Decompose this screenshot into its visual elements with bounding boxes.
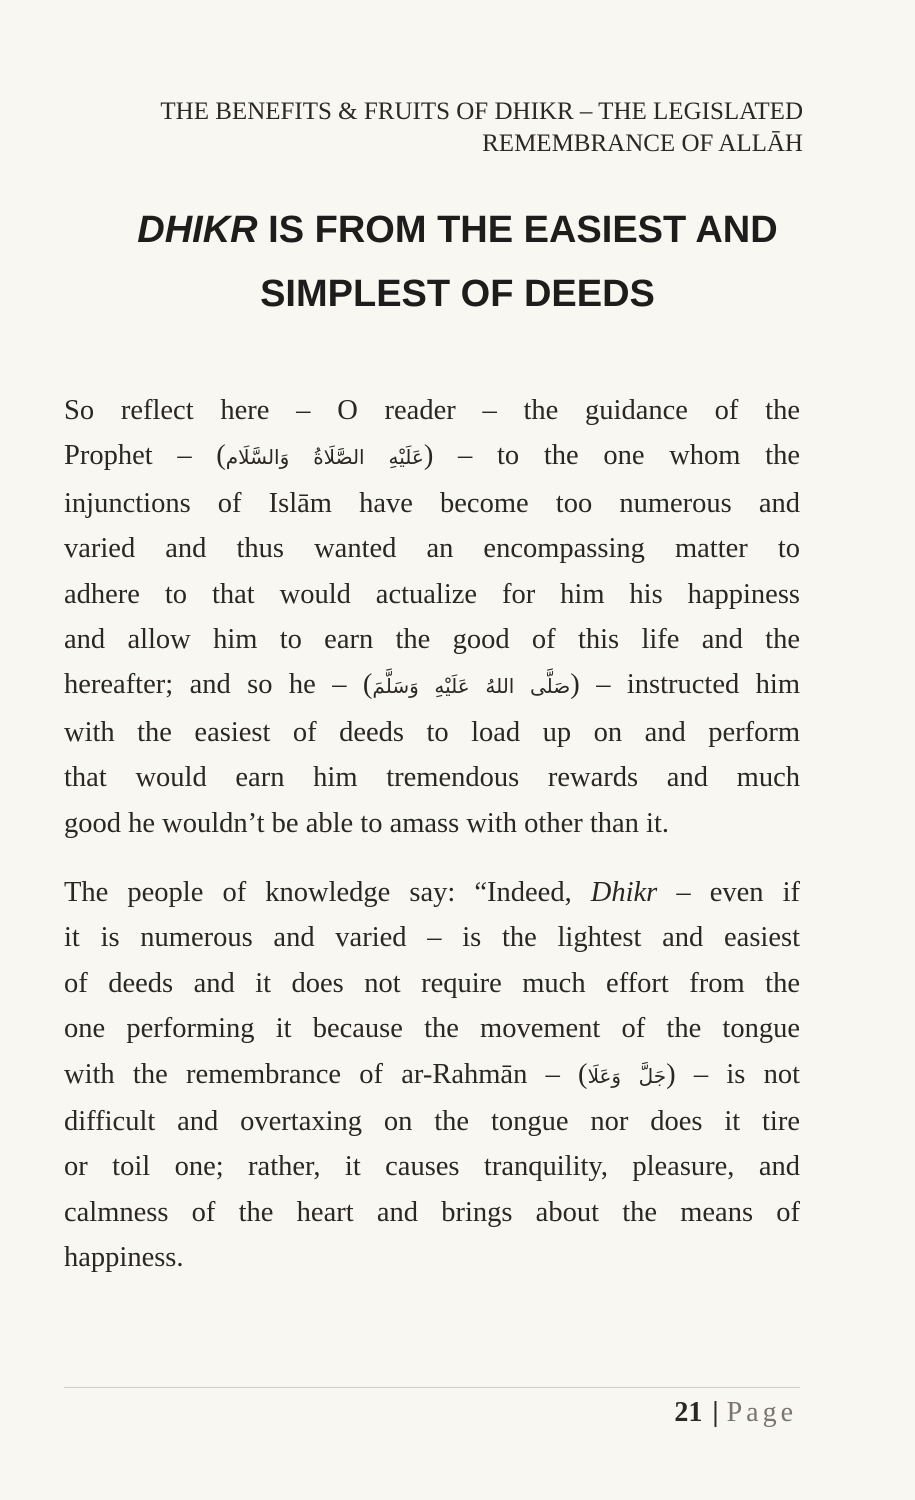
paragraph-1-text: ) – to the one whom the (423, 440, 800, 472)
paragraph-2-text: with the remembrance of ar-Rahmān – ( (64, 1058, 588, 1090)
folio-separator: | (712, 1397, 719, 1428)
page-number: 21 (674, 1397, 703, 1428)
footer-divider (64, 1387, 800, 1388)
paragraph-1-line: with the easiest of deeds to load up on and perform (64, 716, 800, 748)
paragraph-2-line: of deeds and it does not require much effort from the (64, 967, 800, 999)
paragraph-1-text: ) – instructed him (570, 669, 800, 701)
paragraph-2-text: – even if (657, 877, 800, 908)
paragraph-1-line: and allow him to earn the good of this life and the (64, 624, 800, 656)
paragraph-1-line (64, 433, 800, 480)
paragraph-2 (64, 870, 800, 1281)
paragraph-2-text: The people of knowledge say: “Indeed, (64, 877, 591, 908)
paragraph-2-line (64, 1052, 800, 1099)
paragraph-1-line: that would earn him tremendous rewards and much (64, 762, 800, 794)
paragraph-2-line: difficult and overtaxing on the tongue nor does it tire (64, 1106, 800, 1138)
paragraph-2-line: or toil one; rather, it causes tranquility, pleasure, and (64, 1151, 800, 1183)
running-head-line-1: THE BENEFITS & FRUITS OF DHIKR – THE LEGISLATED (160, 98, 803, 125)
paragraph-2-line: one performing it because the movement of the tongue (64, 1013, 800, 1045)
chapter-title-line-1-rest: IS FROM THE EASIEST AND (257, 209, 778, 251)
paragraph-1-line: varied and thus wanted an encompassing matter to (64, 533, 800, 565)
chapter-title-line-1 (40, 198, 875, 262)
paragraph-1-text: hereafter; and so he – ( (64, 669, 373, 701)
chapter-title-line-2: SIMPLEST OF DEEDS (260, 273, 655, 315)
chapter-title (40, 198, 875, 326)
paragraph-2-italic: Dhikr (590, 877, 658, 908)
paragraph-1-line: So reflect here – O reader – the guidance of the (64, 395, 800, 426)
chapter-title-italic-word: DHIKR (137, 209, 258, 251)
paragraph-2-line (64, 870, 800, 915)
running-head-line-2: REMEMBRANCE OF ALLĀH (482, 130, 803, 157)
arabic-honorific: عَلَيْهِ الصَّلَاةُ وَالسَّلَام (225, 445, 424, 470)
page-folio (674, 1393, 797, 1433)
paragraph-1-line: good he wouldn’t be able to amass with other than it. (64, 807, 669, 839)
paragraph-2-line: it is numerous and varied – is the lightest and easiest (64, 922, 800, 954)
paragraph-1-text: Prophet – ( (64, 440, 226, 472)
paragraph-1-line (64, 662, 800, 709)
running-head (43, 96, 803, 160)
page-label: Page (726, 1397, 797, 1428)
paragraph-2-line: happiness. (64, 1242, 184, 1274)
paragraph-1 (64, 388, 800, 846)
paragraph-2-line: calmness of the heart and brings about the means of (64, 1196, 800, 1228)
paragraph-2-text: ) – is not (666, 1058, 800, 1090)
paragraph-1-line: injunctions of Islām have become too numerous and (64, 487, 800, 519)
paragraph-1-line: adhere to that would actualize for him his happiness (64, 578, 800, 610)
arabic-honorific: جَلَّ وَعَلَا (587, 1063, 667, 1088)
arabic-honorific: صَلَّى اللهُ عَلَيْهِ وَسَلَّمَ (372, 674, 571, 699)
